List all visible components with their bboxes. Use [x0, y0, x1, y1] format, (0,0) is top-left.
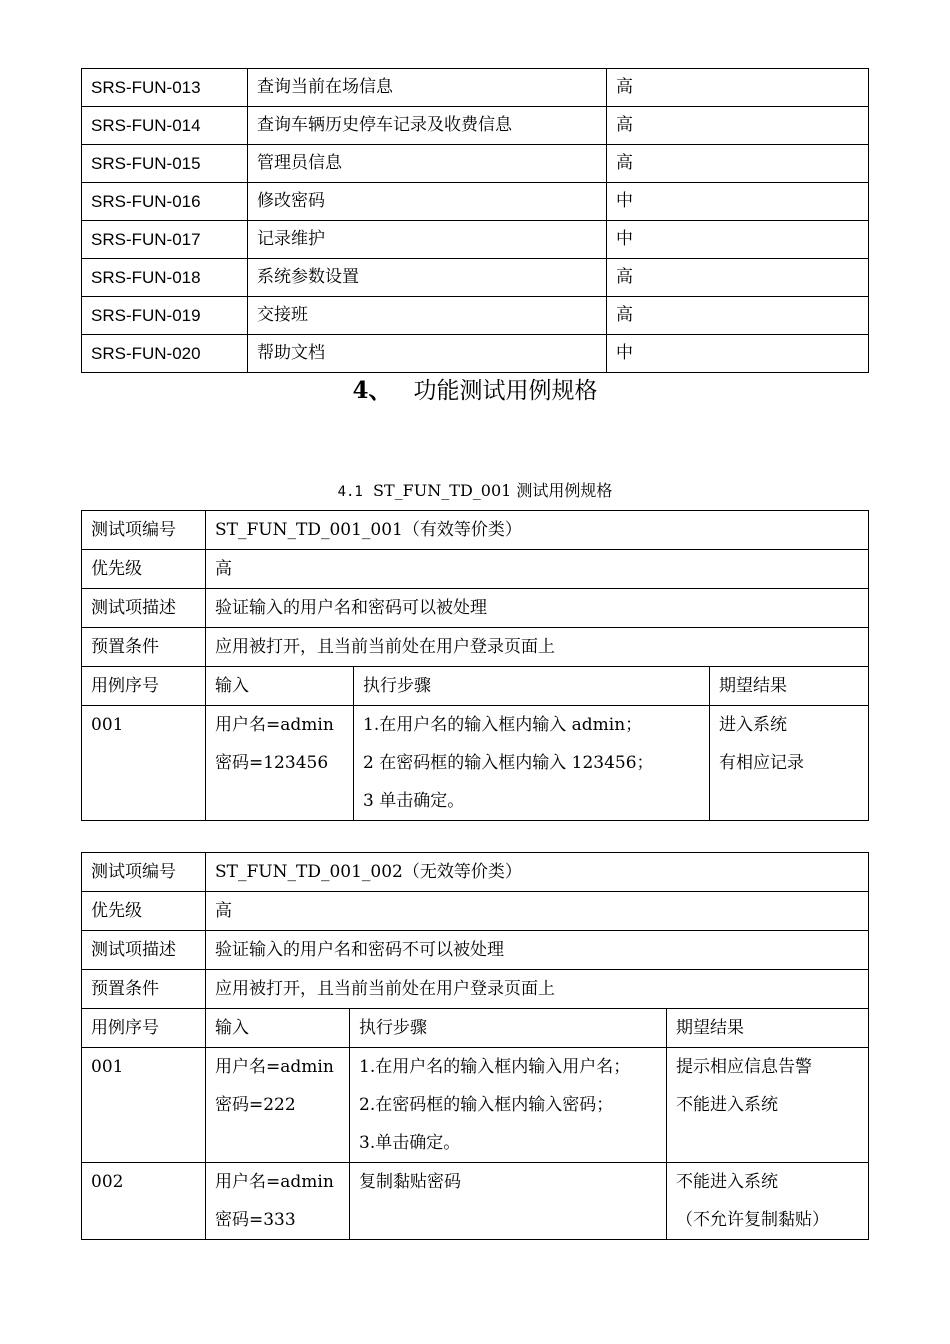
- case-expected: [667, 1163, 869, 1240]
- requirement-name: 查询车辆历史停车记录及收费信息: [248, 107, 607, 145]
- requirement-id: SRS-FUN-013: [82, 69, 248, 107]
- label-test-item-id: 测试项编号: [82, 511, 206, 550]
- table-row: [82, 183, 869, 221]
- label-test-item-id: 测试项编号: [82, 853, 206, 892]
- table-row: [82, 335, 869, 373]
- input-line: 密码=123456: [215, 753, 329, 773]
- table-row: [82, 1048, 869, 1163]
- caption-number: 4.1: [337, 484, 363, 500]
- expected-line: 提示相应信息告警: [676, 1057, 812, 1077]
- priority-value: 高: [206, 550, 869, 589]
- priority-value: 高: [206, 892, 869, 931]
- case-input: [206, 1048, 350, 1163]
- test-item-id: ST_FUN_TD_001_002（无效等价类）: [206, 853, 869, 892]
- header-case-no: 用例序号: [82, 667, 206, 706]
- label-priority: 优先级: [82, 550, 206, 589]
- table-row: [82, 550, 869, 589]
- table-row: [82, 853, 869, 892]
- requirement-name: 交接班: [248, 297, 607, 335]
- step-line: 1.在用户名的输入框内输入用户名；: [359, 1057, 631, 1077]
- input-line: 用户名=admin: [215, 1057, 334, 1077]
- table-caption: [0, 479, 950, 504]
- step-line: 2 在密码框的输入框内输入 123456；: [363, 753, 654, 773]
- step-line: 1.在用户名的输入框内输入 admin；: [363, 715, 643, 735]
- case-no: 001: [82, 706, 206, 821]
- case-no: 002: [82, 1163, 206, 1240]
- requirement-name: 查询当前在场信息: [248, 69, 607, 107]
- table-header-row: [82, 1009, 869, 1048]
- step-line: 2.在密码框的输入框内输入密码；: [359, 1095, 614, 1115]
- step-line: 复制黏贴密码: [359, 1172, 461, 1192]
- header-expected: 期望结果: [667, 1009, 869, 1048]
- requirements-table: [81, 68, 869, 373]
- table-row: [82, 107, 869, 145]
- requirement-id: SRS-FUN-018: [82, 259, 248, 297]
- table-row: [82, 259, 869, 297]
- expected-line: 不能进入系统: [676, 1095, 778, 1115]
- header-steps: 执行步骤: [350, 1009, 667, 1048]
- table-row: [82, 628, 869, 667]
- table-header-row: [82, 667, 869, 706]
- section-number: 4、: [352, 377, 392, 404]
- requirement-priority: 中: [607, 335, 869, 373]
- table-row: [82, 892, 869, 931]
- header-steps: 执行步骤: [354, 667, 710, 706]
- label-precondition: 预置条件: [82, 628, 206, 667]
- table-row: [82, 145, 869, 183]
- precondition-value: 应用被打开，且当前当前处在用户登录页面上: [206, 628, 869, 667]
- case-steps: [350, 1163, 667, 1240]
- requirement-priority: 高: [607, 259, 869, 297]
- requirement-id: SRS-FUN-014: [82, 107, 248, 145]
- requirement-priority: 高: [607, 297, 869, 335]
- table-row: [82, 221, 869, 259]
- header-input: 输入: [206, 667, 354, 706]
- requirement-priority: 高: [607, 145, 869, 183]
- expected-line: 有相应记录: [719, 753, 804, 773]
- case-expected: [667, 1048, 869, 1163]
- requirement-priority: 高: [607, 69, 869, 107]
- requirement-id: SRS-FUN-019: [82, 297, 248, 335]
- caption-text: ST_FUN_TD_001 测试用例规格: [373, 481, 613, 500]
- header-case-no: 用例序号: [82, 1009, 206, 1048]
- step-line: 3.单击确定。: [359, 1133, 461, 1153]
- requirement-priority: 中: [607, 183, 869, 221]
- case-input: [206, 1163, 350, 1240]
- step-line: 3 单击确定。: [363, 791, 465, 811]
- test-case-table-valid: [81, 510, 869, 821]
- requirement-name: 帮助文档: [248, 335, 607, 373]
- label-description: 测试项描述: [82, 931, 206, 970]
- header-expected: 期望结果: [710, 667, 869, 706]
- table-row: [82, 297, 869, 335]
- section-title: 功能测试用例规格: [413, 378, 598, 404]
- expected-line: 进入系统: [719, 715, 787, 735]
- section-heading: [0, 373, 950, 409]
- label-description: 测试项描述: [82, 589, 206, 628]
- description-value: 验证输入的用户名和密码不可以被处理: [206, 931, 869, 970]
- requirement-name: 系统参数设置: [248, 259, 607, 297]
- precondition-value: 应用被打开，且当前当前处在用户登录页面上: [206, 970, 869, 1009]
- case-steps: [354, 706, 710, 821]
- test-item-id: ST_FUN_TD_001_001（有效等价类）: [206, 511, 869, 550]
- requirement-name: 修改密码: [248, 183, 607, 221]
- case-expected: [710, 706, 869, 821]
- requirement-name: 管理员信息: [248, 145, 607, 183]
- case-input: [206, 706, 354, 821]
- requirement-id: SRS-FUN-017: [82, 221, 248, 259]
- case-no: 001: [82, 1048, 206, 1163]
- table-row: [82, 970, 869, 1009]
- description-value: 验证输入的用户名和密码可以被处理: [206, 589, 869, 628]
- input-line: 密码=333: [215, 1210, 296, 1230]
- requirement-priority: 中: [607, 221, 869, 259]
- requirement-priority: 高: [607, 107, 869, 145]
- table-row: [82, 589, 869, 628]
- requirement-id: SRS-FUN-016: [82, 183, 248, 221]
- input-line: 密码=222: [215, 1095, 296, 1115]
- input-line: 用户名=admin: [215, 715, 334, 735]
- case-steps: [350, 1048, 667, 1163]
- table-row: [82, 511, 869, 550]
- test-case-table-invalid: [81, 852, 869, 1240]
- table-row: [82, 931, 869, 970]
- table-row: [82, 69, 869, 107]
- requirement-id: SRS-FUN-020: [82, 335, 248, 373]
- table-row: [82, 706, 869, 821]
- expected-line: （不允许复制黏贴）: [676, 1210, 829, 1230]
- input-line: 用户名=admin: [215, 1172, 334, 1192]
- expected-line: 不能进入系统: [676, 1172, 778, 1192]
- table-row: [82, 1163, 869, 1240]
- requirement-id: SRS-FUN-015: [82, 145, 248, 183]
- requirement-name: 记录维护: [248, 221, 607, 259]
- label-precondition: 预置条件: [82, 970, 206, 1009]
- label-priority: 优先级: [82, 892, 206, 931]
- header-input: 输入: [206, 1009, 350, 1048]
